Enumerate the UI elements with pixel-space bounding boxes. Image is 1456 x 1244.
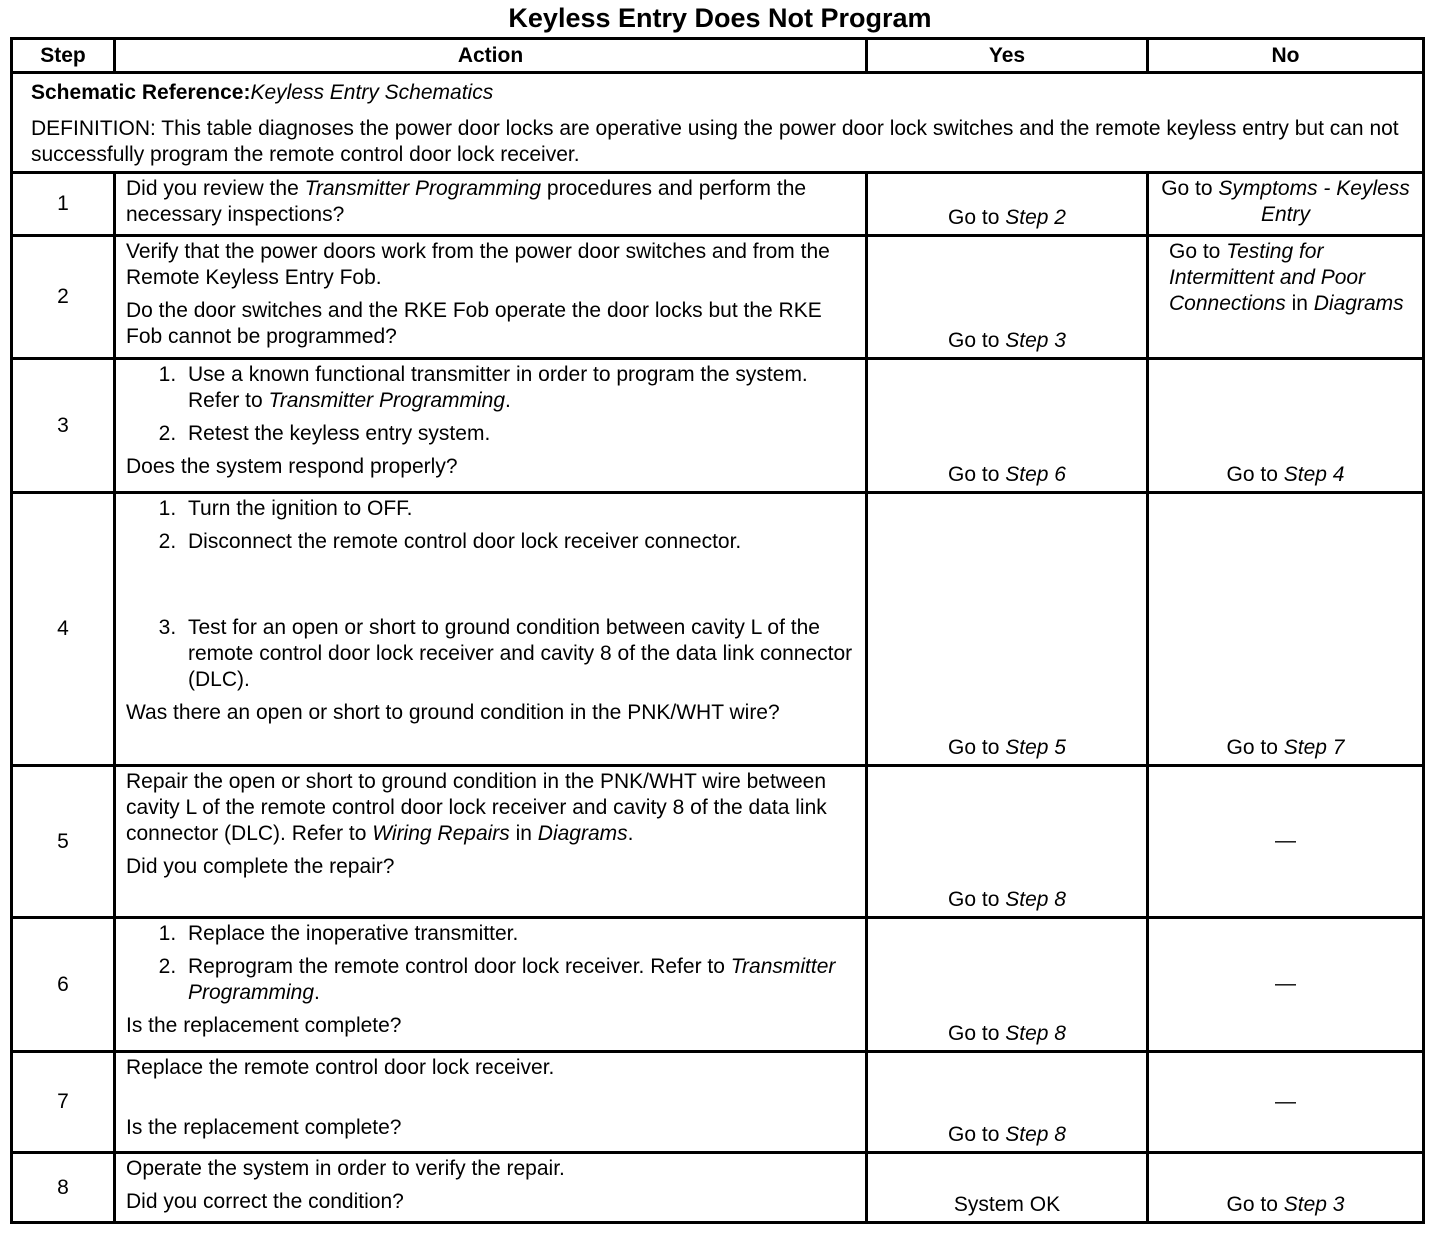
- list-item: 3. Test for an open or short to ground condition between cavity L of the remote control door lock receiver and cavity 8 of the data link connector (DLC).: [182, 615, 855, 693]
- action-text: Operate the system in order to verify the repair.: [126, 1157, 565, 1180]
- schematic-cell: [12, 73, 1424, 173]
- go-to-label: Go to: [948, 206, 1000, 229]
- list-item: 2. Disconnect the remote control door lock receiver connector.: [182, 529, 855, 555]
- no-cell: [1148, 359, 1424, 493]
- no-text: in: [1285, 292, 1314, 315]
- yes-target: Step 2: [1005, 206, 1066, 229]
- list-item: 1. Use a known functional transmitter in order to program the system. Refer to Transmitter Programming.: [182, 362, 855, 414]
- go-to-label: Go to: [948, 329, 1000, 352]
- list-item: 1. Replace the inoperative transmitter.: [182, 921, 855, 947]
- go-to-label: Go to: [948, 1123, 1000, 1146]
- table-row: [12, 1052, 1424, 1153]
- header-yes: Yes: [867, 39, 1148, 73]
- action-cell: [115, 1153, 867, 1223]
- no-cell: —: [1148, 918, 1424, 1052]
- yes-target: Step 8: [1005, 1123, 1066, 1146]
- yes-cell: [867, 766, 1148, 918]
- action-question: Did you complete the repair?: [126, 855, 395, 878]
- table-row: [12, 359, 1424, 493]
- yes-target: Step 6: [1005, 463, 1066, 486]
- go-to-label: Go to: [1226, 1193, 1278, 1216]
- table-row: [12, 236, 1424, 359]
- yes-cell: [867, 493, 1148, 766]
- header-no: No: [1148, 39, 1424, 73]
- no-target: Diagrams: [1313, 292, 1404, 315]
- action-question: Did you correct the condition?: [126, 1190, 404, 1213]
- yes-cell: [867, 1052, 1148, 1153]
- action-question: Was there an open or short to ground condition in the PNK/WHT wire?: [126, 701, 780, 724]
- no-target: Step 7: [1283, 736, 1345, 759]
- go-to-label: Go to: [1169, 240, 1227, 263]
- step-number: 4: [12, 493, 115, 766]
- action-text: procedures and perform the necessary inspections?: [126, 177, 807, 226]
- list-item: 1. Turn the ignition to OFF.: [182, 496, 855, 522]
- yes-cell: [867, 359, 1148, 493]
- action-text: Did you review the: [126, 177, 305, 200]
- action-text: Repair the open or short to ground condition in the PNK/WHT wire between cavity L of the remote control door lock receiver and cavity 8 of the data link connector (DLC). Refer to: [126, 770, 827, 845]
- action-cell: [115, 359, 867, 493]
- go-to-label: Go to: [948, 463, 1000, 486]
- go-to-label: Go to: [948, 736, 1000, 759]
- go-to-label: Go to: [948, 888, 1000, 911]
- action-list: [126, 496, 855, 693]
- step-number: 3: [12, 359, 115, 493]
- go-to-label: Go to: [1226, 736, 1278, 759]
- action-reference: Transmitter Programming: [304, 177, 542, 200]
- no-target: Step 3: [1283, 1193, 1345, 1216]
- table-row: [12, 766, 1424, 918]
- yes-cell: [867, 173, 1148, 236]
- action-text: in: [509, 822, 538, 845]
- action-text: Replace the remote control door lock receiver.: [126, 1056, 555, 1079]
- diagnostic-table: [10, 37, 1425, 1224]
- action-cell: [115, 918, 867, 1052]
- list-item: 2. Retest the keyless entry system.: [182, 421, 855, 447]
- no-cell: [1148, 173, 1424, 236]
- action-list: [126, 362, 855, 447]
- schematic-row: [12, 73, 1424, 173]
- go-to-label: Go to: [948, 1022, 1000, 1045]
- yes-cell: System OK: [867, 1153, 1148, 1223]
- action-cell: [115, 236, 867, 359]
- no-cell: [1148, 1153, 1424, 1223]
- action-list: [126, 921, 855, 1006]
- step-number: 2: [12, 236, 115, 359]
- action-cell: [115, 493, 867, 766]
- action-question: Does the system respond properly?: [126, 455, 458, 478]
- table-row: [12, 918, 1424, 1052]
- step-number: 7: [12, 1052, 115, 1153]
- definition-text: DEFINITION: This table diagnoses the power door locks are operative using the power door lock switches and the remote keyless entry but can not successfully program the remote control door lock receiver.: [31, 117, 1399, 166]
- go-to-label: Go to: [1226, 463, 1278, 486]
- action-question: Is the replacement complete?: [126, 1116, 402, 1139]
- step-number: 5: [12, 766, 115, 918]
- no-target: Symptoms - Keyless Entry: [1218, 177, 1410, 226]
- action-text: .: [627, 822, 634, 845]
- schematic-reference-link: Keyless Entry Schematics: [250, 81, 494, 104]
- header-row: [12, 39, 1424, 73]
- step-number: 8: [12, 1153, 115, 1223]
- no-cell: [1148, 493, 1424, 766]
- no-target: Step 4: [1283, 463, 1345, 486]
- schematic-label: Schematic Reference:: [31, 81, 251, 104]
- no-cell: —: [1148, 766, 1424, 918]
- no-cell: [1148, 236, 1424, 359]
- page-title: Keyless Entry Does Not Program: [508, 3, 932, 33]
- no-cell: —: [1148, 1052, 1424, 1153]
- table-row: [12, 493, 1424, 766]
- table-row: [12, 173, 1424, 236]
- go-to-label: Go to: [1161, 177, 1219, 200]
- action-cell: [115, 173, 867, 236]
- yes-target: Step 5: [1005, 736, 1066, 759]
- action-question: Is the replacement complete?: [126, 1014, 402, 1037]
- step-number: 1: [12, 173, 115, 236]
- yes-cell: [867, 236, 1148, 359]
- step-number: 6: [12, 918, 115, 1052]
- yes-target: Step 8: [1005, 1022, 1066, 1045]
- header-step: Step: [12, 39, 115, 73]
- table-row: [12, 1153, 1424, 1223]
- list-item: 2. Reprogram the remote control door lock receiver. Refer to Transmitter Programming.: [182, 954, 855, 1006]
- yes-cell: [867, 918, 1148, 1052]
- action-reference: Wiring Repairs: [372, 822, 510, 845]
- action-cell: [115, 1052, 867, 1153]
- action-question: Do the door switches and the RKE Fob operate the door locks but the RKE Fob cannot be programmed?: [126, 299, 822, 348]
- action-cell: [115, 766, 867, 918]
- action-text: Verify that the power doors work from the power door switches and from the Remote Keyless Entry Fob.: [126, 240, 830, 289]
- no-target: Testing for Intermittent and Poor Connections: [1169, 240, 1366, 315]
- action-reference: Diagrams: [537, 822, 628, 845]
- yes-target: Step 3: [1005, 329, 1066, 352]
- yes-target: Step 8: [1005, 888, 1066, 911]
- header-action: Action: [115, 39, 867, 73]
